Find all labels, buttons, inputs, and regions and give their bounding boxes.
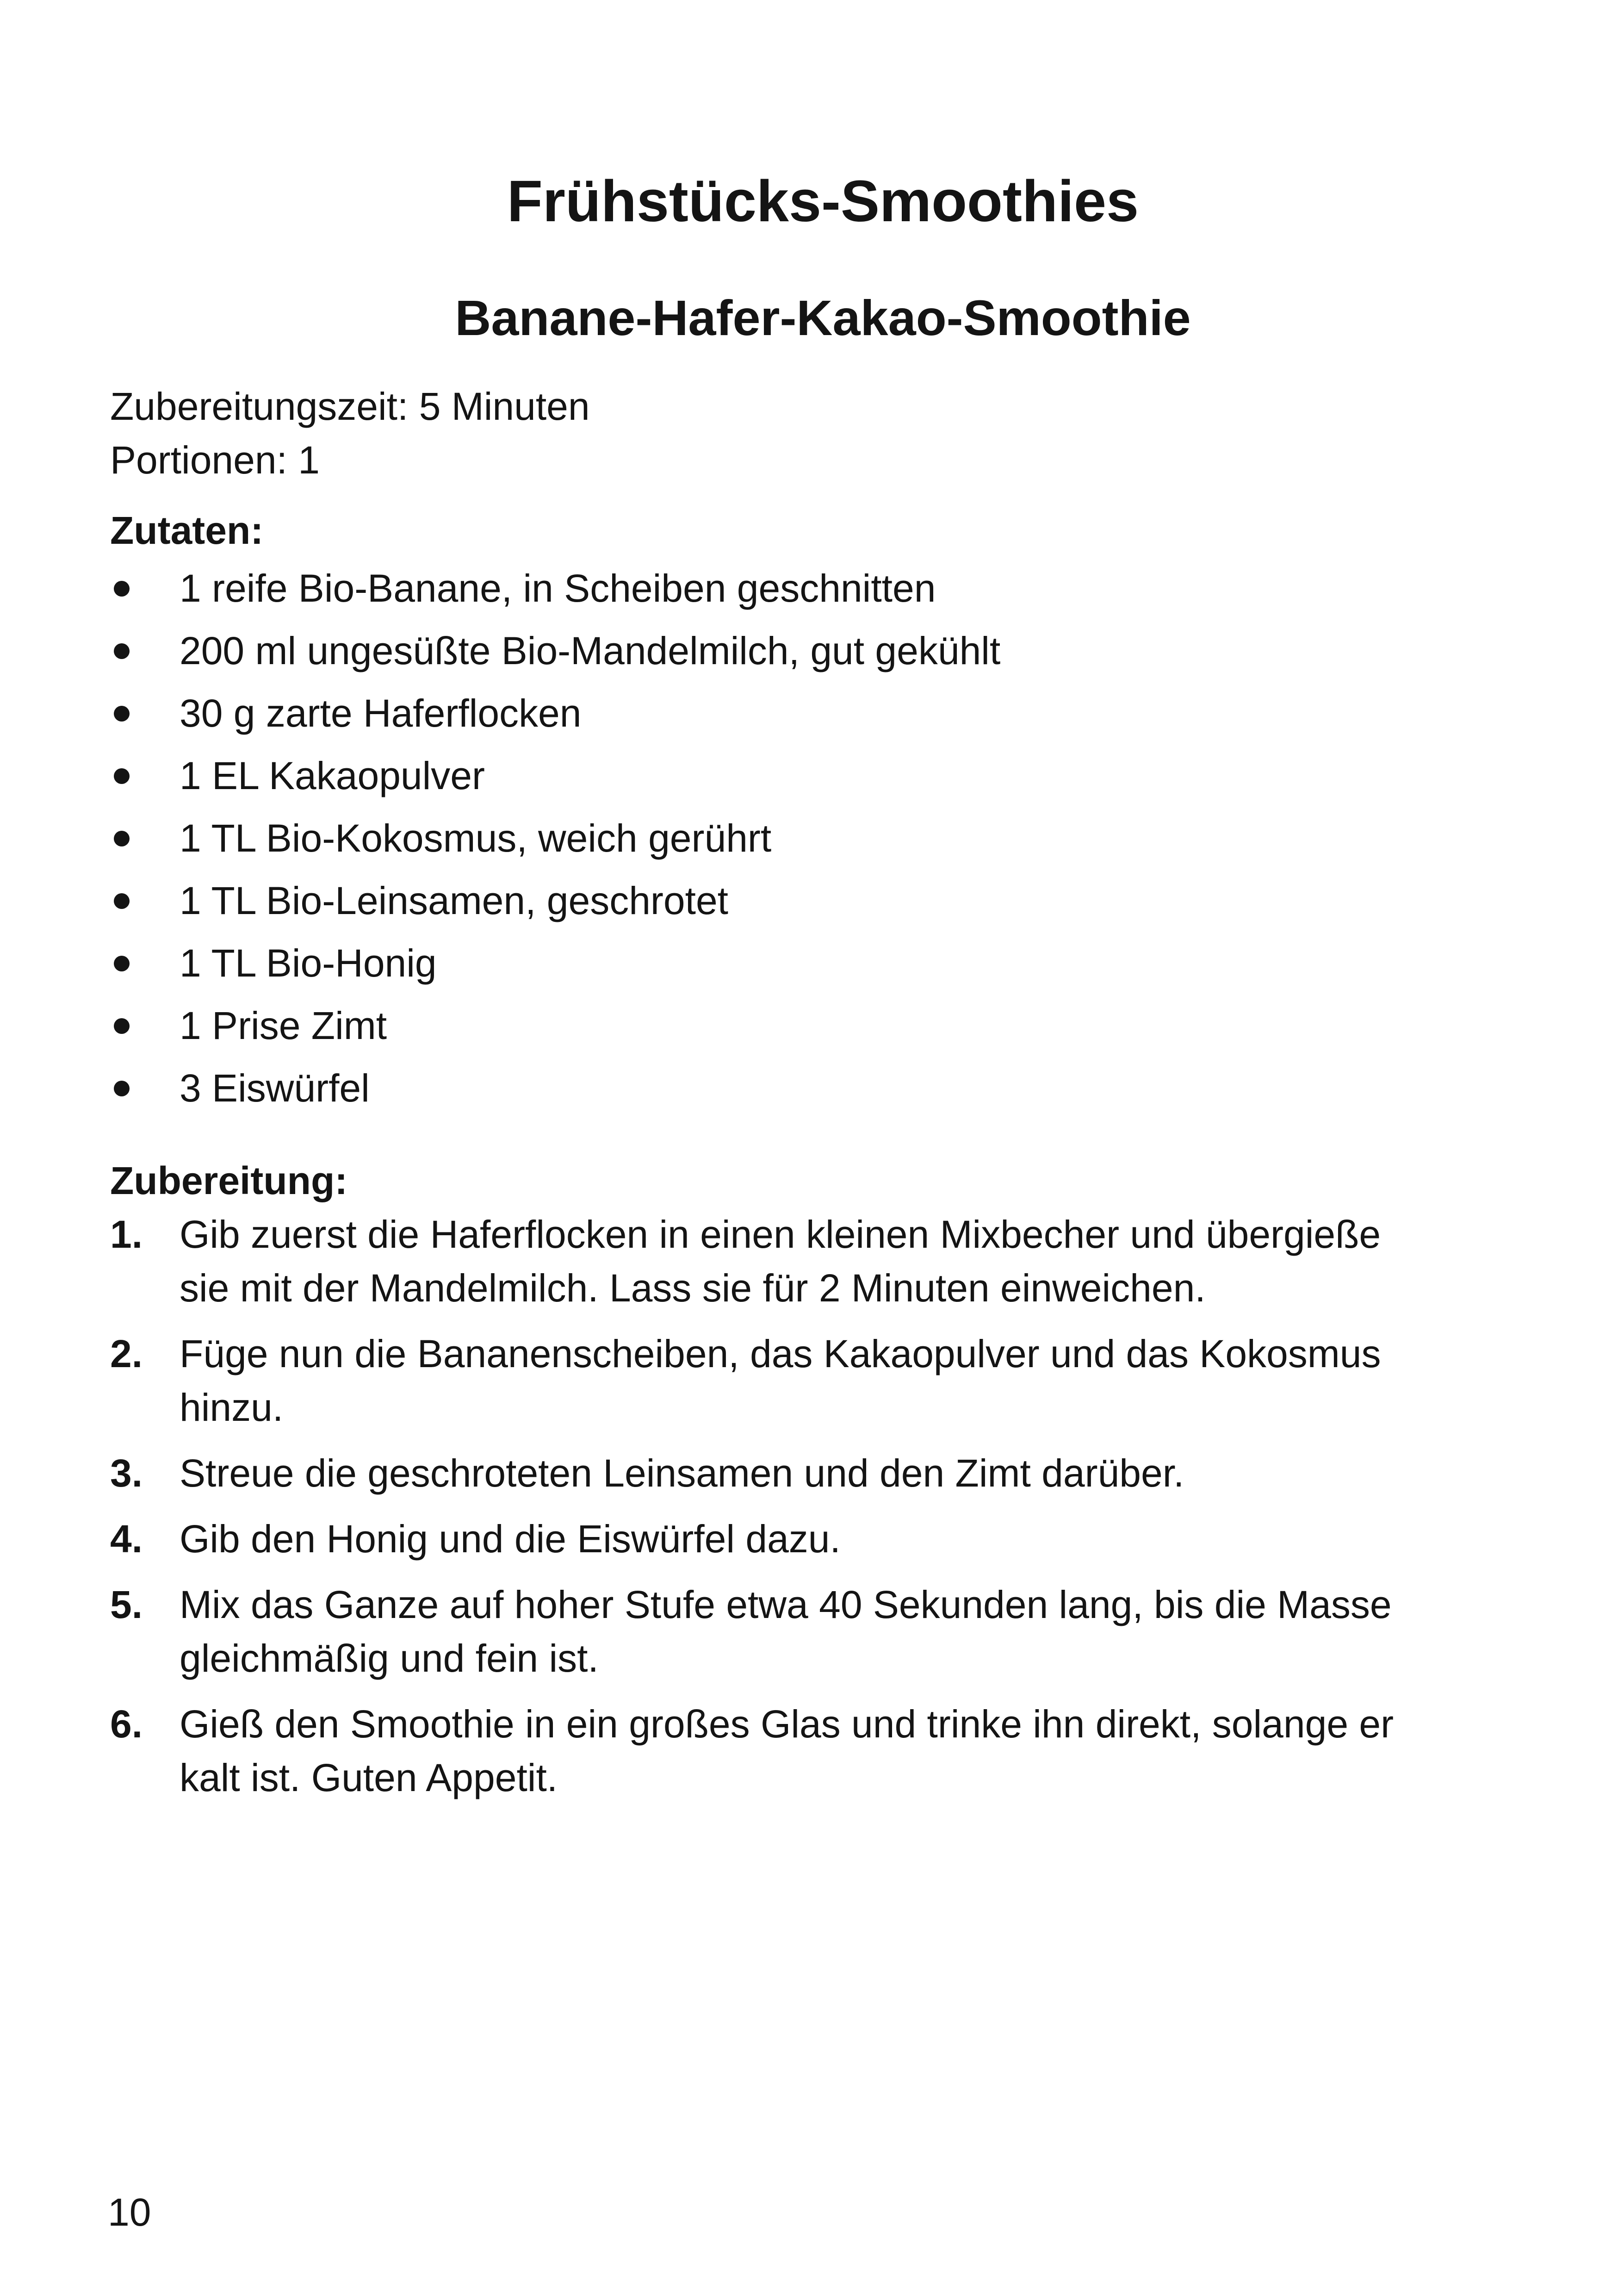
page-number: 10 bbox=[108, 2190, 151, 2234]
chapter-title: Frühstücks-Smoothies bbox=[507, 168, 1139, 234]
ingredients-list bbox=[110, 557, 1429, 1120]
bullet-icon bbox=[114, 831, 130, 846]
step-number: 2. bbox=[110, 1332, 143, 1375]
step-item bbox=[110, 1207, 1429, 1315]
ingredient-text: 1 EL Kakaopulver bbox=[180, 754, 485, 797]
step-item bbox=[110, 1327, 1429, 1434]
bullet-icon bbox=[114, 581, 130, 597]
step-number: 6. bbox=[110, 1702, 143, 1746]
preparation-steps bbox=[110, 1207, 1429, 1804]
recipe-content bbox=[110, 380, 1429, 1817]
step-item bbox=[110, 1697, 1429, 1804]
step-text: Gib zuerst die Haferflocken in einen kleinen Mixbecher und übergieße sie mit der Mandelmilch. Lass sie für 2 Minuten einweichen. bbox=[180, 1213, 1381, 1310]
ingredients-heading: Zutaten: bbox=[110, 509, 264, 552]
step-text: Gieß den Smoothie in ein großes Glas und trinke ihn direkt, solange er kalt ist. Guten Appetit. bbox=[180, 1702, 1394, 1799]
step-text: Gib den Honig und die Eiswürfel dazu. bbox=[180, 1517, 841, 1561]
step-number: 3. bbox=[110, 1451, 143, 1495]
ingredient-text: 1 reife Bio-Banane, in Scheiben geschnitten bbox=[180, 566, 936, 610]
prep-time: Zubereitungszeit: 5 Minuten bbox=[110, 385, 590, 428]
ingredient-text: 1 TL Bio-Honig bbox=[180, 941, 437, 985]
ingredient-item bbox=[110, 807, 1429, 870]
ingredient-text: 30 g zarte Haferflocken bbox=[180, 691, 582, 735]
ingredient-item bbox=[110, 932, 1429, 995]
ingredient-item bbox=[110, 682, 1429, 745]
ingredient-text: 3 Eiswürfel bbox=[180, 1066, 370, 1110]
step-item bbox=[110, 1512, 1429, 1566]
bullet-icon bbox=[114, 1018, 130, 1034]
ingredient-item bbox=[110, 870, 1429, 932]
ingredient-text: 1 TL Bio-Leinsamen, geschrotet bbox=[180, 879, 729, 922]
step-text: Streue die geschroteten Leinsamen und den Zimt darüber. bbox=[180, 1451, 1184, 1495]
ingredient-item bbox=[110, 745, 1429, 807]
bullet-icon bbox=[114, 706, 130, 722]
bullet-icon bbox=[114, 643, 130, 659]
step-number: 5. bbox=[110, 1583, 143, 1626]
bullet-icon bbox=[114, 893, 130, 909]
step-text: Mix das Ganze auf hoher Stufe etwa 40 Sekunden lang, bis die Masse gleichmäßig und fein ist. bbox=[180, 1583, 1392, 1680]
step-number: 4. bbox=[110, 1517, 143, 1561]
portions: Portionen: 1 bbox=[110, 438, 320, 482]
step-number: 1. bbox=[110, 1213, 143, 1256]
ingredient-item bbox=[110, 1057, 1429, 1120]
step-item bbox=[110, 1446, 1429, 1500]
ingredient-item bbox=[110, 620, 1429, 682]
preparation-heading: Zubereitung: bbox=[110, 1159, 348, 1202]
step-item bbox=[110, 1578, 1429, 1685]
ingredient-text: 1 Prise Zimt bbox=[180, 1004, 387, 1047]
bullet-icon bbox=[114, 1081, 130, 1096]
ingredient-text: 1 TL Bio-Kokosmus, weich gerührt bbox=[180, 816, 772, 860]
bullet-icon bbox=[114, 956, 130, 971]
recipe-title: Banane-Hafer-Kakao-Smoothie bbox=[455, 290, 1191, 346]
bullet-icon bbox=[114, 768, 130, 784]
step-text: Füge nun die Bananenscheiben, das Kakaopulver und das Kokosmus hinzu. bbox=[180, 1332, 1381, 1429]
ingredient-item bbox=[110, 557, 1429, 620]
ingredient-text: 200 ml ungesüßte Bio-Mandelmilch, gut gekühlt bbox=[180, 629, 1001, 672]
ingredient-item bbox=[110, 995, 1429, 1057]
